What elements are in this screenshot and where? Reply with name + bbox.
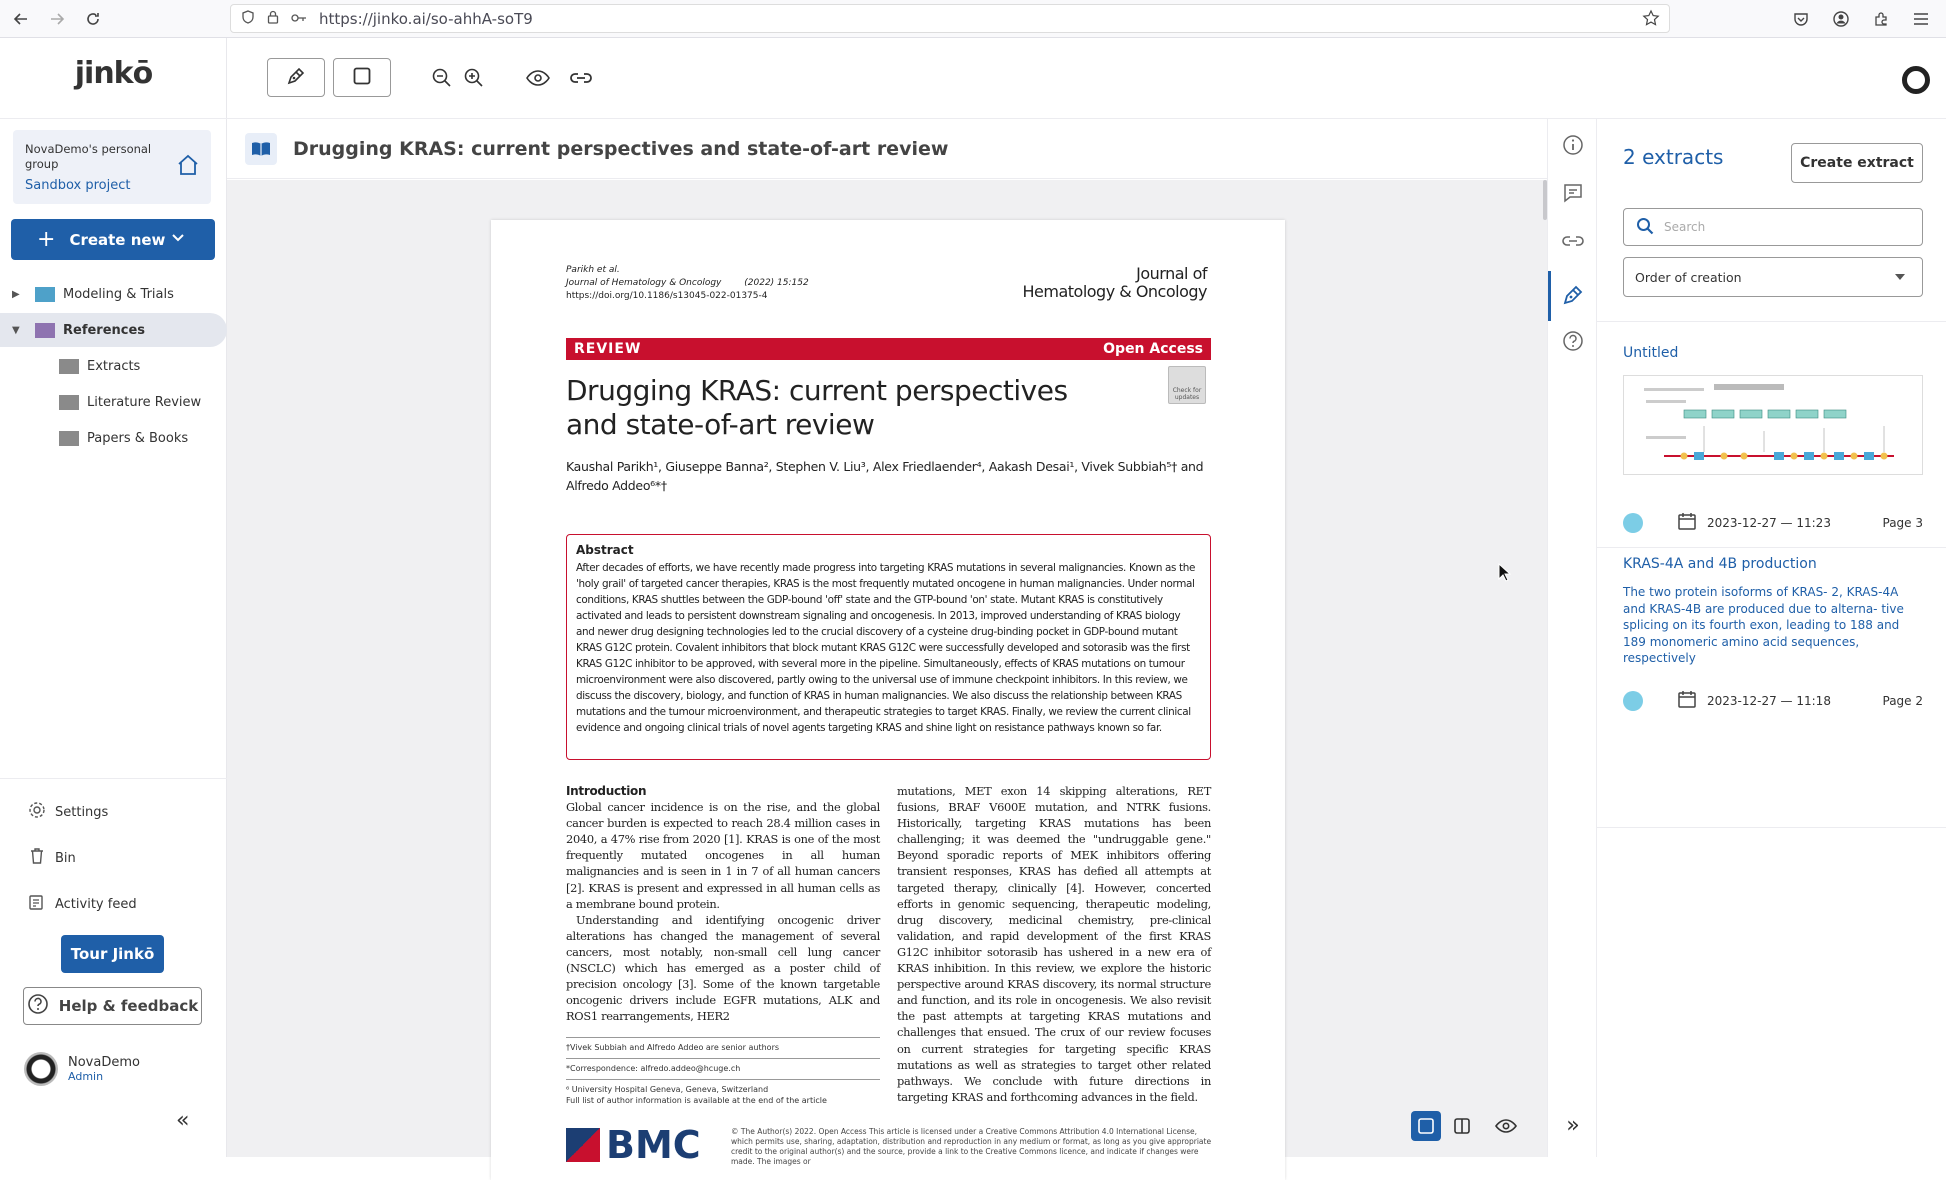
create-extract-button[interactable]: Create extract: [1791, 143, 1923, 183]
extract-color-dot[interactable]: [1623, 513, 1643, 533]
tree-item-papers-books[interactable]: [0, 421, 227, 455]
document-title: Drugging KRAS: current perspectives and state-of-art review: [293, 137, 949, 160]
sort-select-value: Order of creation: [1635, 269, 1742, 285]
help-feedback-button[interactable]: [23, 987, 202, 1025]
column-left: [566, 783, 880, 1024]
extract-date-text: 2023-12-27 — 11:23: [1707, 515, 1831, 530]
expand-panel-icon[interactable]: »: [1566, 1112, 1580, 1138]
chevron-down-icon[interactable]: [171, 231, 185, 249]
extracts-panel: [1597, 119, 1946, 1157]
abstract-heading: Abstract: [576, 543, 634, 557]
settings-label: Settings: [55, 804, 109, 820]
status-ring-icon[interactable]: [1902, 66, 1930, 94]
bin-link[interactable]: [28, 847, 76, 869]
create-new-label: Create new: [69, 230, 166, 249]
single-page-view-button[interactable]: [1411, 1111, 1441, 1141]
avatar: [24, 1052, 58, 1086]
account-icon[interactable]: [1828, 6, 1854, 32]
extract-thumbnail[interactable]: [1623, 375, 1923, 475]
user-profile[interactable]: [24, 1052, 140, 1086]
lock-icon: [267, 9, 279, 28]
body-paragraph: mutations, MET exon 14 skipping alterations, RET fusions, BRAF V600E mutation, and NTRK fusions. Historically, targeting KRAS mutations has been challenging; it was deemed the "undruggable gene." Beyond sporadic reports of MEK inhibitors offering transient responses, KRAS has defied all attempts at targeted therapy, clinically [4]. However, concerted efforts in genomic sequencing, therapeutic modeling, drug discovery, medicinal chemistry, pre-clinical validation, and rapid development of the first KRAS G12C inhibitor sotorasib has ushered in a new era of KRAS inhibition. In this review, we explore the historic perspective around KRAS discovery, its normal structure and function, and its role in oncogenesis. We also revisit the past attempts at targeting KRAS mutations and challenges that ensued. The crux of our review focuses on current strategies for targeting specific KRAS mutations as well as strategies to target other related pathways. We conclude with future directions in targeting KRAS and forthcoming advances in the field.: [897, 784, 1211, 1104]
extract-title[interactable]: KRAS-4A and 4B production: [1623, 556, 1817, 572]
help-label: Help & feedback: [58, 997, 199, 1015]
extract-page: Page 2: [1882, 693, 1923, 708]
meta-doi: https://doi.org/10.1186/s13045-022-01375-4: [566, 291, 768, 301]
sort-select[interactable]: [1623, 257, 1923, 297]
folder-icon: [35, 287, 55, 302]
split-view-button[interactable]: [1447, 1111, 1477, 1141]
book-open-icon: [245, 133, 277, 165]
extracts-count: 2 extracts: [1623, 145, 1724, 169]
tree-item-references[interactable]: [0, 313, 227, 347]
divider: [1597, 547, 1946, 548]
intro-paragraph: Global cancer incidence is on the rise, and the global cancer burden is expected to reach 28.4 million cases in 2040, a 47% rise from 2020 [1]. KRAS is one of the most frequently mutated oncogenes in all human malignancies and is seen in 1 in 7 of all human cancers [2]. KRAS is present and expressed in all human cells as a membrane bound protein.: [566, 800, 880, 911]
info-icon[interactable]: [1561, 133, 1585, 157]
url-text: https://jinko.ai/so-ahhA-soT9: [319, 9, 533, 28]
pdf-page[interactable]: [491, 220, 1285, 1180]
pdf-viewer[interactable]: [227, 180, 1547, 1167]
journal-line: Journal of: [1136, 264, 1207, 283]
pen-icon[interactable]: [1561, 283, 1585, 307]
create-new-button[interactable]: [11, 219, 215, 260]
viewer-toolbar: [227, 38, 1946, 119]
divider: [0, 118, 227, 119]
gear-icon: [28, 801, 46, 823]
footnote-line: Full list of author information is available at the end of the article: [566, 1096, 827, 1105]
extract-footer: [1623, 511, 1923, 534]
back-icon[interactable]: [8, 6, 34, 32]
search-input[interactable]: [1623, 208, 1923, 246]
tree-item-label: Modeling & Trials: [63, 286, 174, 302]
group-name: NovaDemo's personal group: [25, 142, 152, 171]
square-icon: [352, 66, 372, 90]
footnote: †Vivek Subbiah and Alfredo Addeo are senior authors: [566, 1037, 880, 1053]
bookmark-star-icon[interactable]: [1643, 10, 1659, 30]
search-icon: [1636, 217, 1654, 238]
column-right: [897, 783, 1211, 1105]
divider: [1597, 827, 1946, 828]
jinko-logo[interactable]: jinkō: [74, 56, 153, 91]
caret-down-icon: [1895, 274, 1905, 280]
calendar-icon: [1677, 689, 1697, 712]
tree-item-literature-review[interactable]: [0, 385, 227, 419]
tree-item-label: Literature Review: [87, 394, 202, 410]
tree-item-label: Extracts: [87, 358, 141, 374]
view-mode-toggle: [1411, 1111, 1521, 1141]
divider: [1597, 321, 1946, 322]
journal-line: Hematology & Oncology: [1022, 282, 1207, 301]
document-header: [227, 119, 1547, 179]
caret-down-icon[interactable]: ▼: [12, 324, 20, 336]
menu-icon[interactable]: [1908, 6, 1934, 32]
mouse-cursor-icon: [1498, 563, 1512, 587]
plus-icon: +: [37, 227, 56, 252]
shield-icon: [241, 9, 255, 28]
abstract-box: [566, 534, 1211, 760]
settings-link[interactable]: [28, 801, 108, 823]
extract-text[interactable]: The two protein isoforms of KRAS- 2, KRAS-4A and KRAS-4B are produced due to alterna- tive splicing on its fourth exon, leading to 188 and 189 monomeric amino acid sequences, respectively: [1623, 585, 1904, 665]
extract-date: [1677, 689, 1831, 712]
abstract-text: After decades of efforts, we have recently made progress into targeting KRAS mutations in several malignancies. Known as the 'holy grail' of targeted cancer therapies, KRAS is the most frequently mutated oncogene in human malignancies. Under normal conditions, KRAS shuttles between the GDP-bound 'off' state and the GTP-bound 'on' state. Mutant KRAS is constitutively activated and leads to persistent downstream signaling and oncogenesis. In 2013, improved understanding of KRAS biology and newer drug designing technologies led to the crucial discovery of a cysteine drug-binding pocket in GDP-bound mutant KRAS G12C protein. Covalent inhibitors that block mutant KRAS G12C were successfully developed and sotorasib was the first KRAS G12C inhibitor to be approved, with several more in the pipeline. Simultaneously, effects of KRAS mutations on tumour microenvironment were also discovered, partly owing to the universal use of immune checkpoint inhibitors. In this review, we discuss the discovery, biology, and function of KRAS in human malignancies. We also discuss the relationship between KRAS mutations and the tumour microenvironment, and therapeutic strategies to target KRAS. Finally, we review the current clinical evidence and ongoing clinical trials of novel agents targeting KRAS and shine light on resistance pathways known so far.: [576, 562, 1196, 734]
rectangle-tool-button[interactable]: [333, 58, 391, 97]
footnote: *Correspondence: alfredo.addeo@hcuge.ch: [566, 1058, 880, 1074]
check-for-updates-badge[interactable]: Check for updates: [1168, 366, 1206, 404]
url-bar[interactable]: [230, 4, 1670, 33]
pen-icon: [286, 66, 306, 90]
tree-item-label: Papers & Books: [87, 430, 189, 446]
footnote-line: ⁶ University Hospital Geneva, Geneva, Switzerland: [566, 1085, 769, 1094]
user-name: NovaDemo: [68, 1055, 140, 1070]
tour-jinko-button[interactable]: Tour Jinkō: [61, 935, 164, 973]
bin-label: Bin: [55, 850, 76, 866]
eye-icon[interactable]: [526, 66, 550, 90]
footnotes: [566, 1037, 880, 1111]
pen-tool-button[interactable]: [267, 58, 325, 97]
extract-footer: [1623, 689, 1923, 712]
collapse-sidebar-icon[interactable]: «: [176, 1108, 190, 1133]
comment-icon[interactable]: [1561, 181, 1585, 205]
paper-title: Drugging KRAS: current perspectives and state-of-art review: [566, 374, 1068, 441]
review-label: REVIEW: [574, 341, 642, 357]
intro-heading: Introduction: [566, 784, 647, 798]
caret-right-icon[interactable]: ▶: [12, 288, 20, 300]
forward-icon[interactable]: [44, 6, 70, 32]
extract-date: [1677, 511, 1831, 534]
key-icon: [291, 9, 307, 28]
link-icon[interactable]: [1561, 229, 1585, 253]
tree-item-modeling-trials[interactable]: [0, 277, 227, 311]
left-sidebar: [0, 38, 227, 1157]
home-icon[interactable]: [177, 154, 199, 180]
group-card[interactable]: [13, 130, 211, 204]
activity-feed-link[interactable]: [28, 893, 137, 915]
search-placeholder: Search: [1664, 220, 1706, 234]
bmc-logo: [566, 1123, 701, 1167]
project-link[interactable]: Sandbox project: [25, 178, 131, 193]
bmc-logo-mark: [566, 1128, 600, 1162]
help-icon: [27, 993, 49, 1019]
extract-color-dot[interactable]: [1623, 691, 1643, 711]
extract-page: Page 3: [1882, 515, 1923, 530]
open-access-label: Open Access: [1103, 341, 1203, 357]
preview-eye-icon[interactable]: [1491, 1111, 1521, 1141]
footnote: [566, 1079, 880, 1106]
pocket-icon[interactable]: [1788, 6, 1814, 32]
user-role: Admin: [68, 1070, 104, 1083]
bmc-text: BMC: [606, 1123, 701, 1167]
right-icon-strip: [1547, 119, 1597, 1157]
divider: [0, 778, 227, 779]
license-text: © The Author(s) 2022. Open Access This article is licensed under a Creative Commons Attribution 4.0 International License, which permits use, sharing, adaptation, distribution and reproduction in any medium or format, as long as you give appropriate credit to the original author(s) and the source, provide a link to the Creative Commons licence, and indicate if changes were made. The images or: [731, 1127, 1212, 1166]
browser-toolbar: [0, 0, 1946, 38]
calendar-icon: [1677, 511, 1697, 534]
paper-meta: [566, 264, 809, 303]
trash-icon: [28, 847, 46, 869]
activity-feed-label: Activity feed: [55, 896, 137, 912]
link-icon[interactable]: [569, 66, 593, 90]
extract-title[interactable]: Untitled: [1623, 345, 1679, 361]
folder-open-icon: [35, 323, 55, 338]
help-icon[interactable]: [1561, 329, 1585, 353]
zoom-in-icon[interactable]: [462, 66, 486, 90]
meta-authors: Parikh et al.: [566, 265, 620, 275]
reload-icon[interactable]: [80, 6, 106, 32]
zoom-out-icon[interactable]: [430, 66, 454, 90]
review-banner: [566, 338, 1211, 360]
extract-date-text: 2023-12-27 — 11:18: [1707, 693, 1831, 708]
activity-feed-icon: [28, 893, 46, 915]
tree-item-label: References: [63, 322, 146, 338]
journal-name: [1022, 265, 1207, 301]
tree-item-extracts[interactable]: [0, 349, 227, 383]
extensions-icon[interactable]: [1868, 6, 1894, 32]
folder-icon: [59, 359, 79, 374]
meta-journal: Journal of Hematology & Oncology (2022) 15:152: [566, 278, 809, 288]
paper-authors: Kaushal Parikh¹, Giuseppe Banna², Stephen V. Liu³, Alex Friedlaender⁴, Aakash Desai¹, Vivek Subbiah⁵† and Alfredo Addeo⁶*†: [566, 459, 1204, 493]
intro-paragraph: Understanding and identifying oncogenic driver alterations has changed the management of several cancers, most notably, non-small cell lung cancer (NSCLC) which has emerged as a poster child of precision oncology [3]. Some of the known targetable oncogenic drivers include EGFR mutations, ALK and ROS1 rearrangements, HER2: [566, 912, 880, 1024]
folder-icon: [59, 395, 79, 410]
folder-icon: [59, 431, 79, 446]
